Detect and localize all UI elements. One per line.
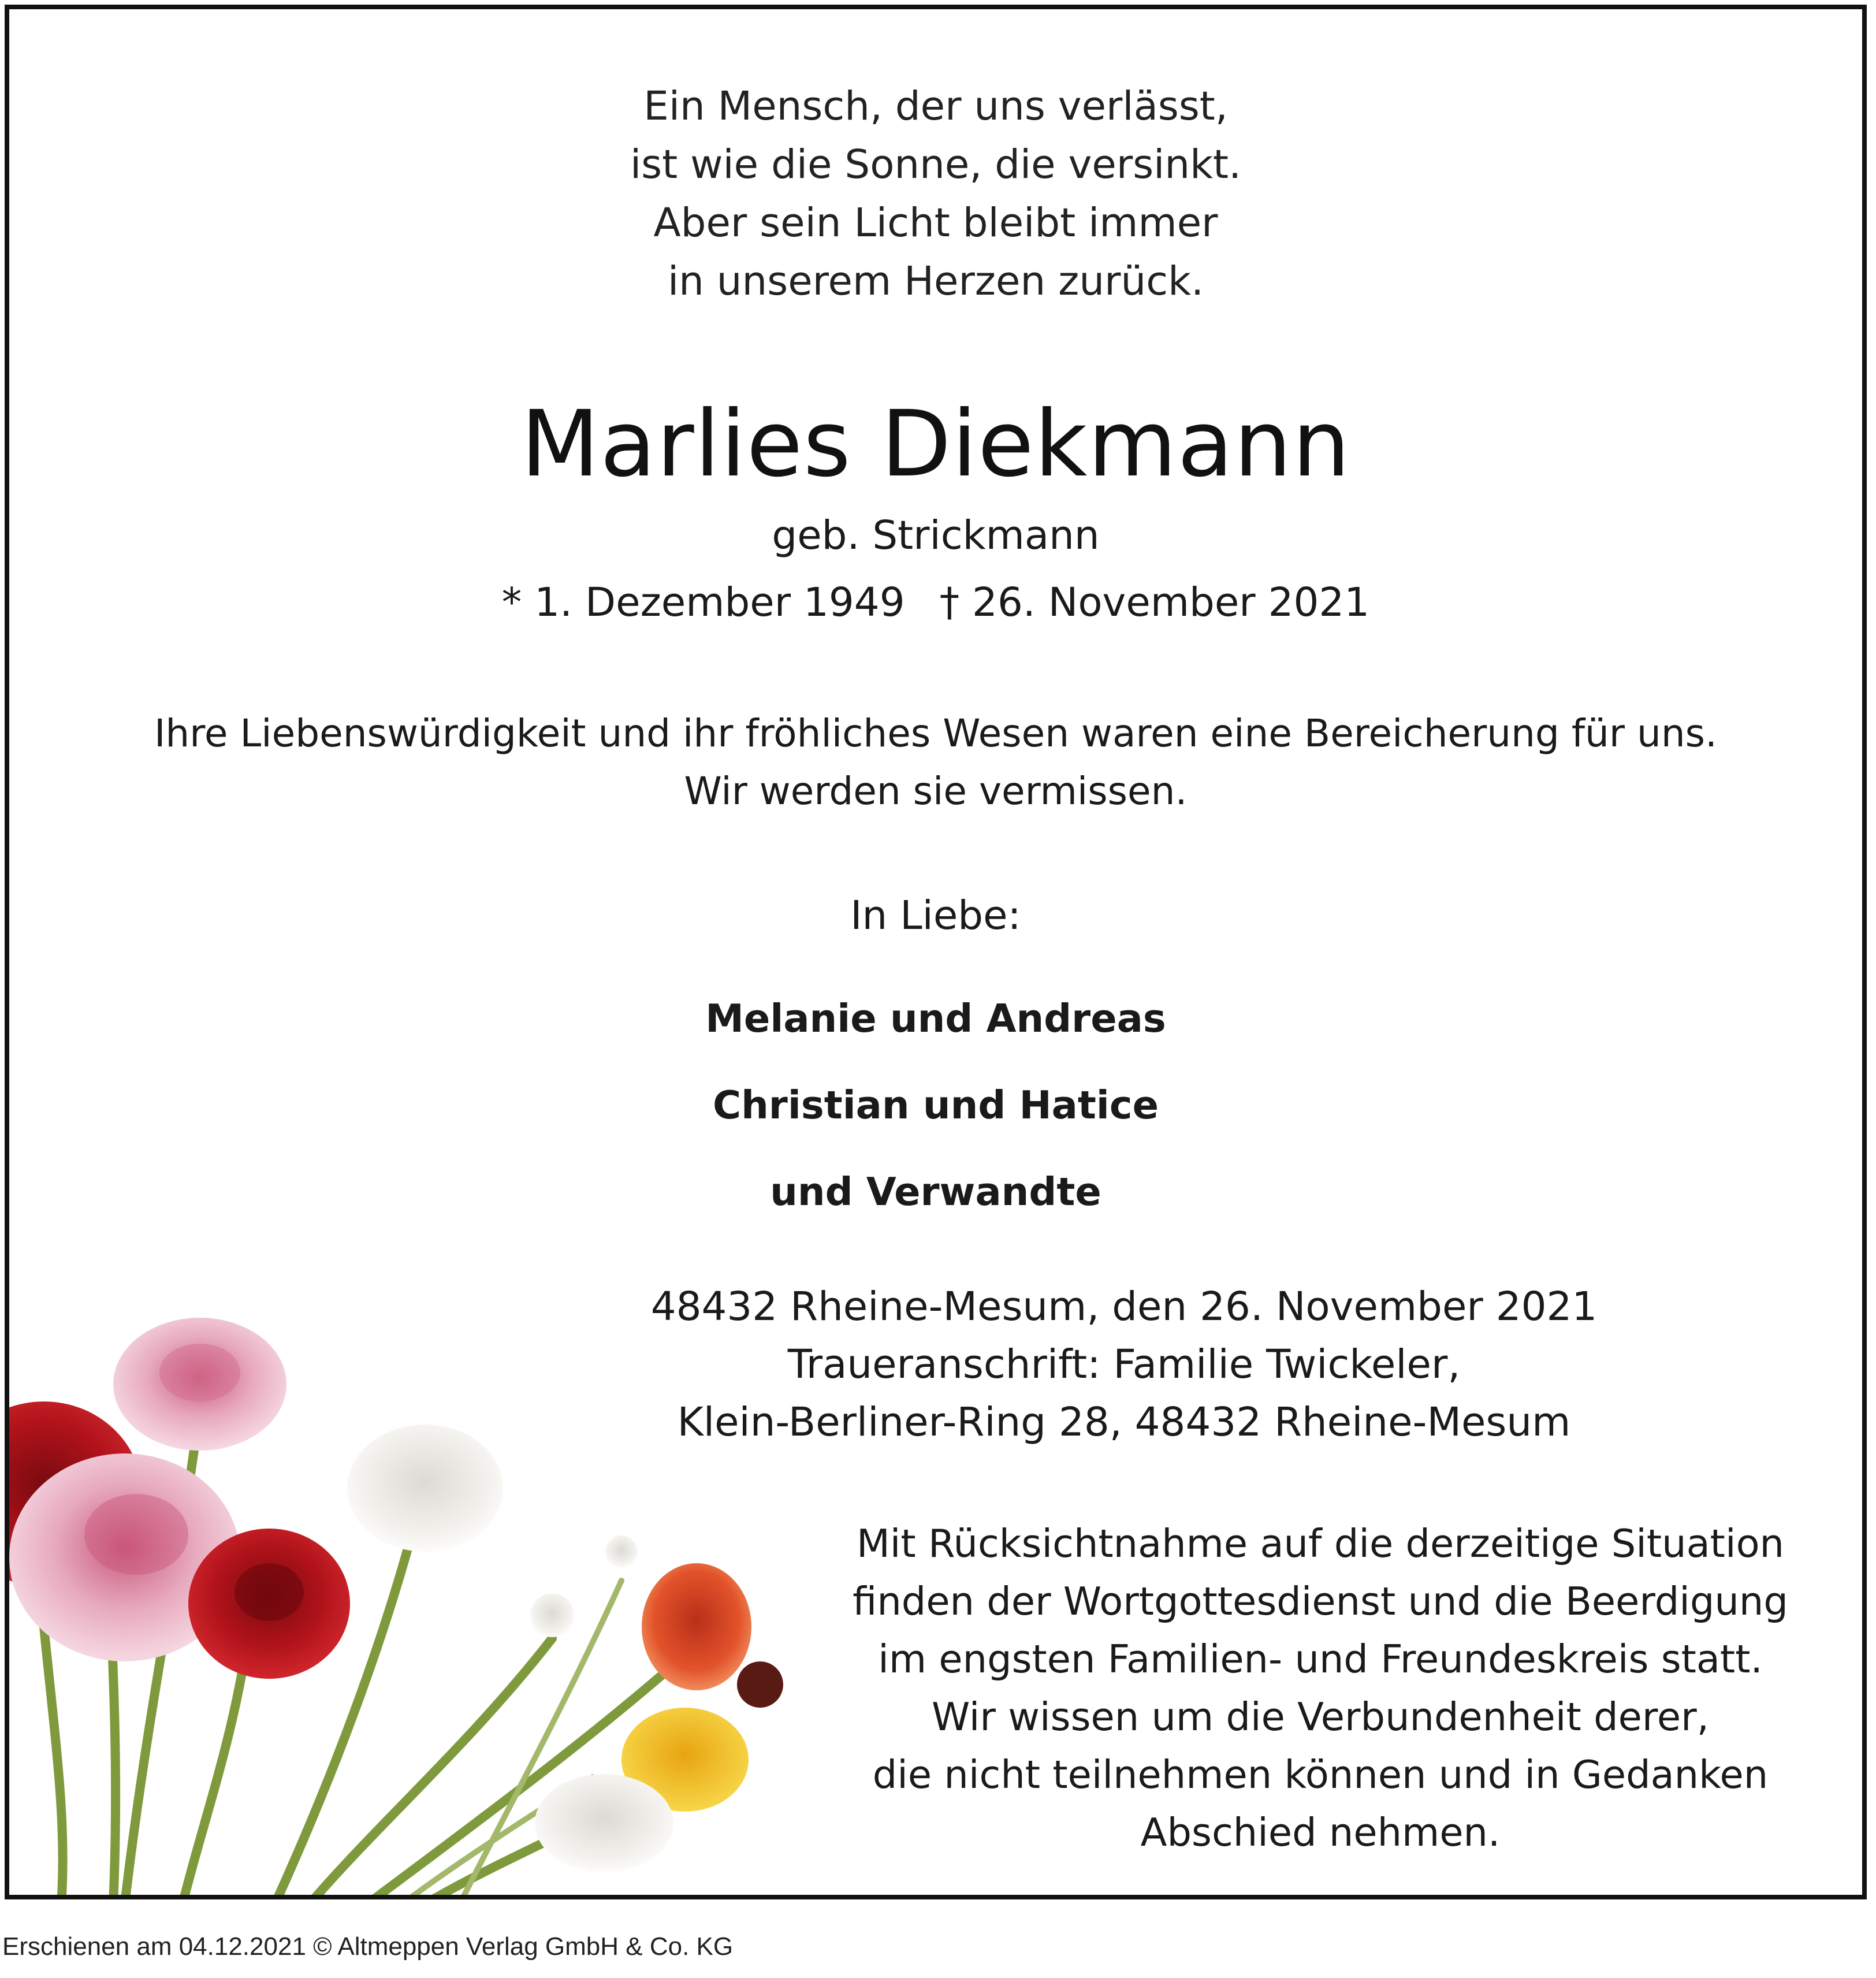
notice-line: im engsten Familien- und Freundeskreis statt. — [878, 1637, 1763, 1682]
tribute-text — [9, 705, 1862, 820]
poem-line: Ein Mensch, der uns verlässt, — [643, 83, 1228, 129]
address-line: Klein-Berliner-Ring 28, 48432 Rheine-Mesum — [677, 1399, 1571, 1445]
poem-line: Aber sein Licht bleibt immer — [653, 200, 1218, 246]
publication-footer: Erschienen am 04.12.2021 © Altmeppen Verlag GmbH & Co. KG — [2, 1932, 734, 1961]
mourners-intro: In Liebe: — [850, 893, 1021, 939]
tribute-line: Wir werden sie vermissen. — [684, 769, 1188, 813]
notice-line: Wir wissen um die Verbundenheit derer, — [932, 1694, 1709, 1739]
funeral-notice — [795, 1515, 1846, 1861]
address-line: Traueranschrift: Familie Twickeler, — [787, 1341, 1461, 1388]
notice-line: Abschied nehmen. — [1140, 1810, 1501, 1855]
life-dates — [9, 577, 1862, 629]
white-flower — [347, 1425, 503, 1552]
flower-bouquet-image — [9, 1303, 806, 1899]
poem-line: in unserem Herzen zurück. — [667, 258, 1204, 304]
notice-line: Mit Rücksichtnahme auf die derzeitige Situation — [856, 1521, 1785, 1566]
white-bud — [605, 1535, 638, 1568]
death-date: † 26. November 2021 — [939, 579, 1370, 626]
poem-line: ist wie die Sonne, die versinkt. — [630, 142, 1242, 188]
white-flower — [535, 1774, 673, 1872]
birth-name: geb. Strickmann — [772, 512, 1100, 559]
mourner-name: und Verwandte — [770, 1169, 1101, 1214]
notice-line: die nicht teilnehmen können und in Gedanken — [872, 1752, 1769, 1797]
flower-bud — [737, 1661, 783, 1708]
birth-date: * 1. Dezember 1949 — [501, 579, 905, 626]
obituary-frame — [5, 5, 1867, 1899]
tribute-line: Ihre Liebenswürdigkeit und ihr fröhliches Wesen waren eine Bereicherung für uns. — [154, 711, 1718, 756]
notice-line: finden der Wortgottesdienst und die Beerdigung — [853, 1579, 1788, 1624]
orange-flower — [642, 1563, 751, 1690]
mourners-list — [9, 975, 1862, 1235]
mourner-name: Christian und Hatice — [712, 1083, 1159, 1128]
place-line: 48432 Rheine-Mesum, den 26. November 2021 — [650, 1284, 1598, 1330]
deceased-name: Marlies Diekmann — [520, 391, 1351, 497]
white-bud — [530, 1593, 574, 1637]
mourner-name: Melanie und Andreas — [705, 996, 1166, 1041]
poem — [9, 77, 1862, 311]
